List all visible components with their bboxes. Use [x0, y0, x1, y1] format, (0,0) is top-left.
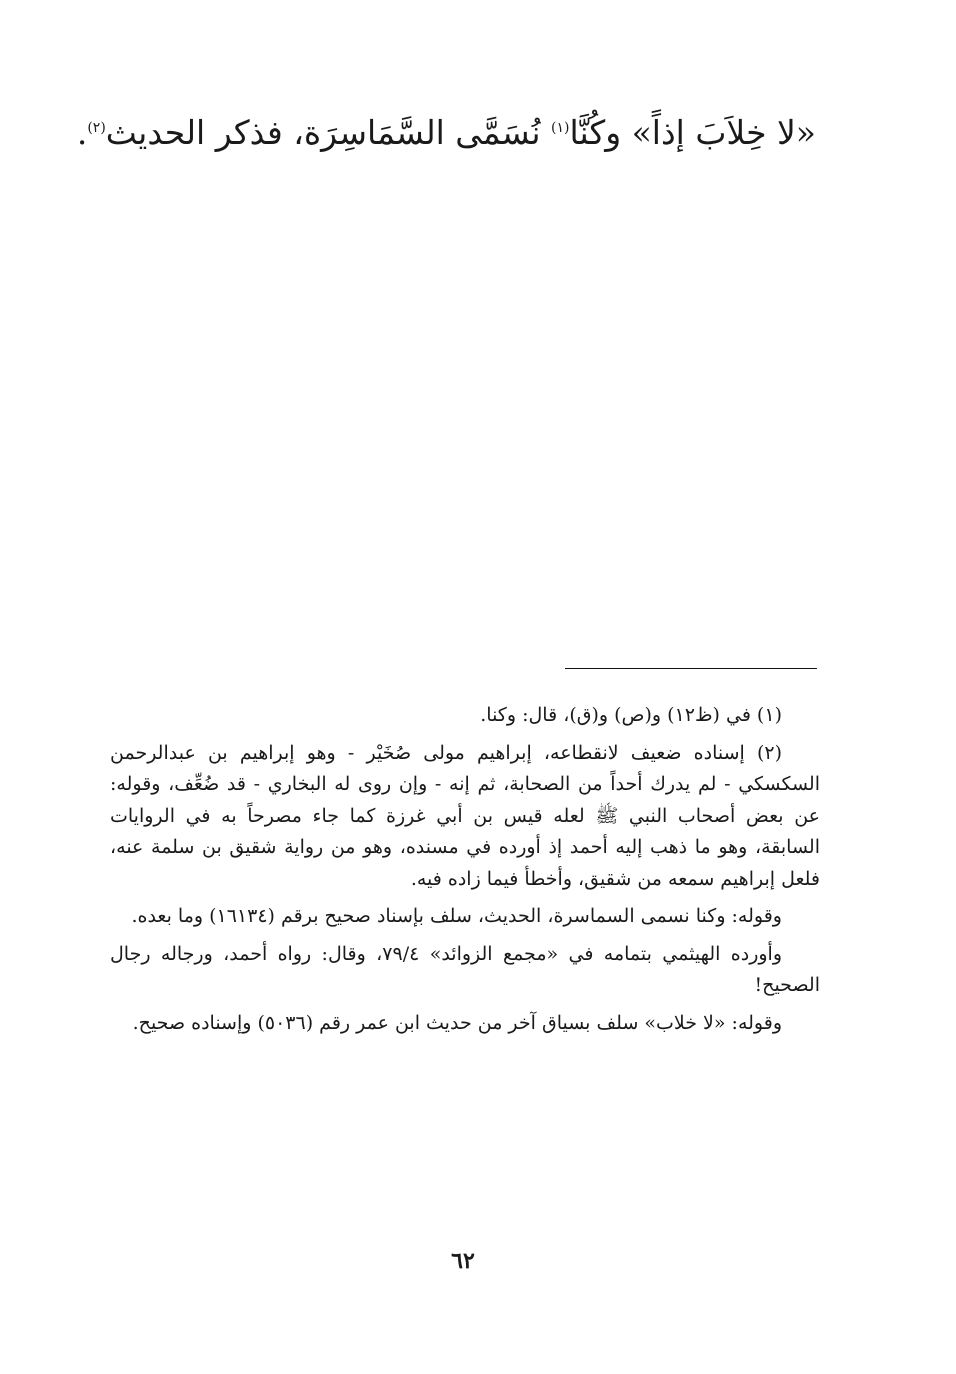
footnote-2: (٢) إسناده ضعيف لانقطاعه، إبراهيم مولى صُخَيْر - وهو إبراهيم بن عبدالرحمن السكسكي - لم يدرك أحداً من الصحابة، ثم إنه - وإن روى له البخاري - قد ضُعِّف، وقوله: عن بعض أصحاب النبي ﷺ لعله قيس بن أبي غرزة كما جاء مصرحاً به في الروايات السابقة، وهو ما ذهب إليه أحمد إذ أورده في مسنده، وهو من رواية شقيق بن سلمة عنه، فلعل إبراهيم سمعه من شقيق، وأخطأ فيما زاده فيه.	[110, 741, 820, 890]
footnotes-section	[110, 700, 820, 1045]
footnote-ref-2[interactable]: (٢)	[87, 120, 106, 136]
footnote-separator	[565, 668, 817, 669]
footnote-paragraph-5: وقوله: «لا خلاب» سلف بسياق آخر من حديث ابن عمر رقم (٥٠٣٦) وإسناده صحيح.	[132, 1011, 782, 1034]
main-text-line	[76, 108, 816, 158]
footnote-paragraph-3: وقوله: وكنا نسمى السماسرة، الحديث، سلف بإسناد صحيح برقم (١٦١٣٤) وما بعده.	[131, 905, 782, 927]
page-number: ٦٢	[451, 1248, 475, 1274]
main-text-end: .	[76, 113, 88, 152]
footnote-ref-1[interactable]: (١)	[551, 120, 570, 136]
footnote-1: (١) في (ظ١٢) و(ص) و(ق)، قال: وكنا.	[480, 704, 782, 726]
main-text-part1: «لا خِلاَبَ إذاً» وكُنَّا	[569, 113, 816, 152]
footnote-paragraph-4: وأورده الهيثمي بتمامه في «مجمع الزوائد» ٧٩/٤، وقال: رواه أحمد، ورجاله رجال الصحيح!	[110, 942, 820, 996]
main-text-part2: نُسَمَّى السَّمَاسِرَة، فذكر الحديث	[105, 113, 551, 152]
